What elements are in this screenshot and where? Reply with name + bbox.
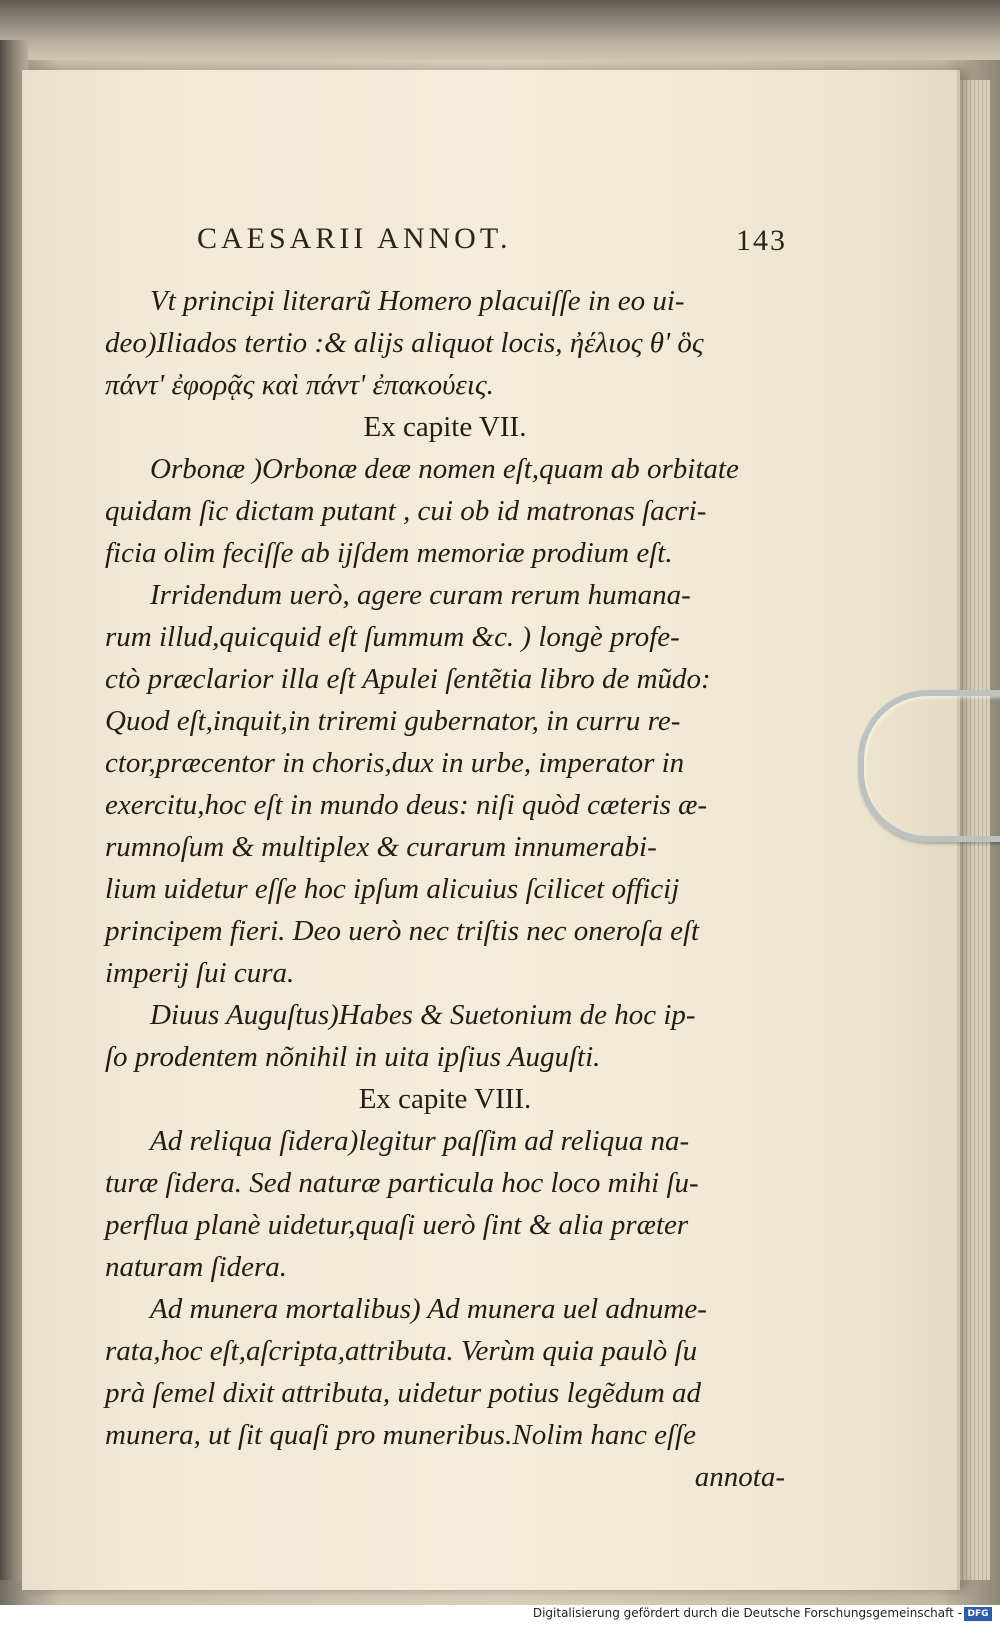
text-line: Vt principi literarũ Homero placuiſſe in eo ui- — [150, 285, 685, 317]
text-line: rata,hoc eſt,aſcripta,attributa. Verùm quia paulò ſu — [105, 1335, 698, 1367]
text-line: quidam ſic dictam putant , cui ob id matronas ſacri- — [105, 495, 707, 527]
running-head-title: CAESARII ANNOT. — [197, 222, 512, 255]
text-line: ficia olim feciſſe ab ijſdem memoriæ prodium eſt. — [105, 537, 673, 569]
text-line: deo)Iliados tertio :& alijs aliquot locis, ἠέλιος θ' ὃς — [105, 327, 704, 359]
text-line: munera, ut ſit quaſi pro muneribus.Nolim hanc eſſe — [105, 1419, 696, 1451]
chapter-heading: Ex capite VIII. — [358, 1083, 532, 1115]
text-line: ctò præclarior illa eſt Apulei ſentẽtia libro de mũdo: — [105, 663, 711, 695]
chapter-heading: Ex capite VII. — [363, 411, 527, 443]
text-line: perflua planè uidetur,quaſi uerò ſint & alia præter — [105, 1209, 689, 1241]
text-line: ſo prodentem nõnihil in uita ipſius Auguſti. — [105, 1041, 601, 1073]
text-line: Quod eſt,inquit,in triremi gubernator, in curru re- — [105, 705, 681, 737]
text-line: Ad munera mortalibus) Ad munera uel adnume- — [150, 1293, 707, 1325]
text-line: principem fieri. Deo uerò nec triſtis nec oneroſa eſt — [105, 915, 700, 947]
text-line: Irridendum uerò, agere curam rerum humana- — [150, 579, 691, 611]
text-line: lium uidetur eſſe hoc ipſum alicuius ſcilicet officij — [105, 873, 680, 905]
book-top-edge — [0, 0, 1000, 60]
text-line: prà ſemel dixit attributa, uidetur potius legẽdum ad — [105, 1377, 702, 1409]
text-line: naturam ſidera. — [105, 1251, 288, 1283]
footer-credit: Digitalisierung gefördert durch die Deutsche Forschungsgemeinschaft - — [532, 1606, 962, 1620]
text-line: πάντ' ἐφορᾷς καὶ πάντ' ἐπακούεις. — [105, 369, 494, 401]
text-line: Diuus Auguſtus)Habes & Suetonium de hoc ip- — [150, 999, 696, 1031]
page-number: 143 — [736, 224, 787, 257]
paper-clip — [858, 690, 1000, 842]
running-head — [197, 222, 787, 266]
text-line: ctor,præcentor in choris,dux in urbe, imperator in — [105, 747, 685, 779]
text-line: Ad reliqua ſidera)legitur paſſim ad reliqua na- — [150, 1125, 690, 1157]
dfg-logo: DFG — [964, 1607, 992, 1621]
text-line: rum illud,quicquid eſt ſummum &c. ) longè profe- — [105, 621, 680, 653]
text-line: imperij ſui cura. — [105, 957, 295, 989]
text-line: exercitu,hoc eſt in mundo deus: niſi quòd cæteris æ- — [105, 789, 708, 821]
text-line: annota- — [694, 1461, 785, 1493]
text-line: turæ ſidera. Sed naturæ particula hoc loco mihi ſu- — [105, 1167, 699, 1199]
text-line: rumnoſum & multiplex & curarum innumerabi- — [105, 831, 657, 863]
body-text — [105, 280, 785, 1498]
text-line: Orbonæ )Orbonæ deæ nomen eſt,quam ab orbitate — [150, 453, 739, 485]
